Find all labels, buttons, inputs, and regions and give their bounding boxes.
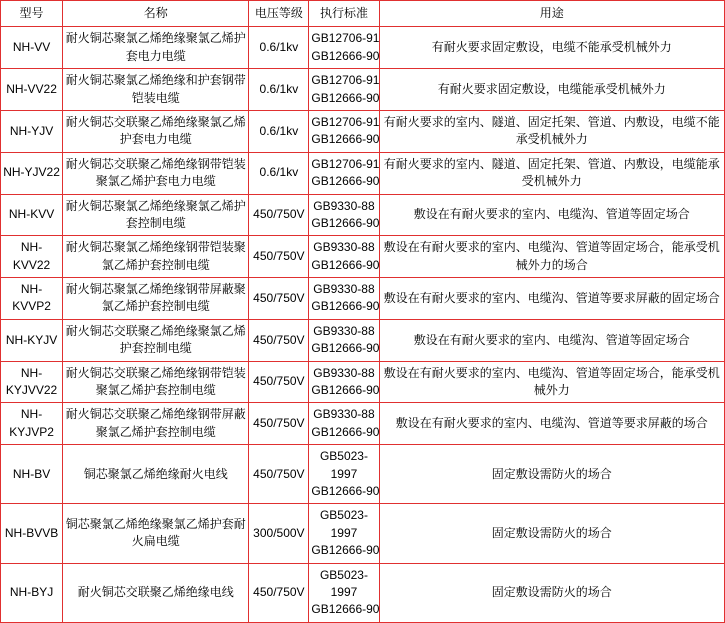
cell-name: 耐火铜芯聚氯乙烯绝缘钢带屏蔽聚氯乙烯护套控制电缆 xyxy=(63,278,249,320)
standard-line: GB12666-90 xyxy=(311,602,380,617)
cell-model: NH-KVV xyxy=(1,194,63,236)
cell-name: 耐火铜芯聚氯乙烯绝缘聚氯乙烯护套控制电缆 xyxy=(63,194,249,236)
cell-model: NH-BYJ xyxy=(1,563,63,622)
cell-voltage: 300/500V xyxy=(249,504,309,563)
table-row xyxy=(1,194,725,236)
cell-standard xyxy=(309,236,379,278)
standard-line: GB12706-91 xyxy=(311,73,380,88)
cell-use: 固定敷设需防火的场合 xyxy=(379,504,725,563)
cell-voltage: 450/750V xyxy=(249,236,309,278)
standard-line: GB12666-90 xyxy=(311,90,380,105)
cell-voltage: 0.6/1kv xyxy=(249,152,309,194)
cell-standard xyxy=(309,504,379,563)
table-body xyxy=(1,27,725,622)
cell-model: NH-KVV22 xyxy=(1,236,63,278)
cell-voltage: 450/750V xyxy=(249,278,309,320)
standard-line: 1997 xyxy=(330,525,358,540)
table-row xyxy=(1,69,725,111)
standard-line: GB12666-90 xyxy=(311,257,380,272)
cell-name: 耐火铜芯聚氯乙烯绝缘聚氯乙烯护套电力电缆 xyxy=(63,27,249,69)
cell-model: NH-BV xyxy=(1,445,63,504)
standard-line: GB12666-90 xyxy=(311,483,380,498)
standard-line: GB12666-90 xyxy=(311,174,380,189)
cell-standard xyxy=(309,278,379,320)
cell-use: 敷设在有耐火要求的室内、电缆沟、管道等要求屏蔽的固定场合 xyxy=(379,278,725,320)
table-row xyxy=(1,152,725,194)
standard-line: GB12706-91 xyxy=(311,114,380,129)
standard-line: GB9330-88 xyxy=(313,323,375,338)
cell-voltage: 450/750V xyxy=(249,445,309,504)
cell-model: NH-YJV22 xyxy=(1,152,63,194)
cell-name: 耐火铜芯交联聚乙烯绝缘聚氯乙烯护套电力电缆 xyxy=(63,110,249,152)
standard-line: GB12666-90 xyxy=(311,132,380,147)
cell-voltage: 0.6/1kv xyxy=(249,110,309,152)
standard-line: GB9330-88 xyxy=(313,240,375,255)
cell-name: 耐火铜芯聚氯乙烯绝缘和护套钢带铠装电缆 xyxy=(63,69,249,111)
standard-line: GB9330-88 xyxy=(313,198,375,213)
cell-name: 耐火铜芯聚氯乙烯绝缘钢带铠装聚氯乙烯护套控制电缆 xyxy=(63,236,249,278)
cell-use: 有耐火要求固定敷设，电缆能承受机械外力 xyxy=(379,69,725,111)
standard-line: GB12666-90 xyxy=(311,215,380,230)
cell-use: 敷设在有耐火要求的室内、电缆沟、管道等固定场合 xyxy=(379,194,725,236)
standard-line: GB12706-91 xyxy=(311,31,380,46)
table-row xyxy=(1,319,725,361)
column-header-voltage: 电压等级 xyxy=(249,1,309,27)
cell-use: 固定敷设需防火的场合 xyxy=(379,563,725,622)
standard-line: GB5023- xyxy=(319,508,368,523)
cell-use: 有耐火要求固定敷设，电缆不能承受机械外力 xyxy=(379,27,725,69)
standard-line: GB9330-88 xyxy=(313,365,375,380)
standard-line: GB5023- xyxy=(319,567,368,582)
cell-standard xyxy=(309,361,379,403)
cell-standard xyxy=(309,27,379,69)
standard-line: GB12666-90 xyxy=(311,299,380,314)
cell-name: 铜芯聚氯乙烯绝缘耐火电线 xyxy=(63,445,249,504)
cell-voltage: 0.6/1kv xyxy=(249,27,309,69)
cell-model: NH-KYJVP2 xyxy=(1,403,63,445)
cell-voltage: 0.6/1kv xyxy=(249,69,309,111)
standard-line: 1997 xyxy=(330,584,358,599)
table-row xyxy=(1,361,725,403)
table-row xyxy=(1,110,725,152)
cell-voltage: 450/750V xyxy=(249,563,309,622)
cell-standard xyxy=(309,403,379,445)
cell-use: 固定敷设需防火的场合 xyxy=(379,445,725,504)
cell-name: 耐火铜芯交联聚乙烯绝缘电线 xyxy=(63,563,249,622)
cell-name: 耐火铜芯交联聚乙烯绝缘钢带铠装聚氯乙烯护套控制电缆 xyxy=(63,361,249,403)
table-row xyxy=(1,563,725,622)
table-row xyxy=(1,278,725,320)
cell-standard xyxy=(309,319,379,361)
table-row xyxy=(1,236,725,278)
cell-model: NH-BVVB xyxy=(1,504,63,563)
table-row xyxy=(1,504,725,563)
cell-use: 敷设在有耐火要求的室内、电缆沟、管道等固定场合，能承受机械外力的场合 xyxy=(379,236,725,278)
standard-line: GB5023- xyxy=(319,449,368,464)
standard-line: GB9330-88 xyxy=(313,282,375,297)
table-row xyxy=(1,445,725,504)
standard-line: GB12666-90 xyxy=(311,48,380,63)
table-header-row xyxy=(1,1,725,27)
cell-use: 敷设在有耐火要求的室内、电缆沟、管道等固定场合，能承受机械外力 xyxy=(379,361,725,403)
table-header xyxy=(1,1,725,27)
column-header-standard: 执行标准 xyxy=(309,1,379,27)
column-header-name: 名称 xyxy=(63,1,249,27)
table-row xyxy=(1,403,725,445)
cell-use: 有耐火要求的室内、隧道、固定托架、管道、内敷设，电缆不能承受机械外力 xyxy=(379,110,725,152)
cell-standard xyxy=(309,445,379,504)
cell-standard xyxy=(309,110,379,152)
cell-model: NH-KVVP2 xyxy=(1,278,63,320)
standard-line: GB12706-91 xyxy=(311,156,380,171)
cell-model: NH-KYJV xyxy=(1,319,63,361)
column-header-model: 型号 xyxy=(1,1,63,27)
standard-line: GB12666-90 xyxy=(311,383,380,398)
cell-name: 耐火铜芯交联聚乙烯绝缘钢带铠装聚氯乙烯护套电力电缆 xyxy=(63,152,249,194)
cell-name: 铜芯聚氯乙烯绝缘聚氯乙烯护套耐火扁电缆 xyxy=(63,504,249,563)
cell-standard xyxy=(309,563,379,622)
cell-standard xyxy=(309,69,379,111)
cell-voltage: 450/750V xyxy=(249,194,309,236)
cell-voltage: 450/750V xyxy=(249,403,309,445)
cell-model: NH-VV22 xyxy=(1,69,63,111)
column-header-use: 用途 xyxy=(379,1,725,27)
standard-line: GB12666-90 xyxy=(311,341,380,356)
cell-use: 敷设在有耐火要求的室内、电缆沟、管道等要求屏蔽的场合 xyxy=(379,403,725,445)
standard-line: GB12666-90 xyxy=(311,424,380,439)
standard-line: GB9330-88 xyxy=(313,407,375,422)
cell-use: 有耐火要求的室内、隧道、固定托架、管道、内敷设，电缆能承受机械外力 xyxy=(379,152,725,194)
cell-name: 耐火铜芯交联聚乙烯绝缘钢带屏蔽聚氯乙烯护套控制电缆 xyxy=(63,403,249,445)
cell-voltage: 450/750V xyxy=(249,319,309,361)
cell-model: NH-YJV xyxy=(1,110,63,152)
cell-standard xyxy=(309,194,379,236)
standard-line: GB12666-90 xyxy=(311,543,380,558)
cell-name: 耐火铜芯交联聚乙烯绝缘聚氯乙烯护套控制电缆 xyxy=(63,319,249,361)
table-row xyxy=(1,27,725,69)
cell-standard xyxy=(309,152,379,194)
cell-model: NH-KYJVV22 xyxy=(1,361,63,403)
cell-use: 敷设在有耐火要求的室内、电缆沟、管道等固定场合 xyxy=(379,319,725,361)
cell-voltage: 450/750V xyxy=(249,361,309,403)
cell-model: NH-VV xyxy=(1,27,63,69)
standard-line: 1997 xyxy=(330,466,358,481)
